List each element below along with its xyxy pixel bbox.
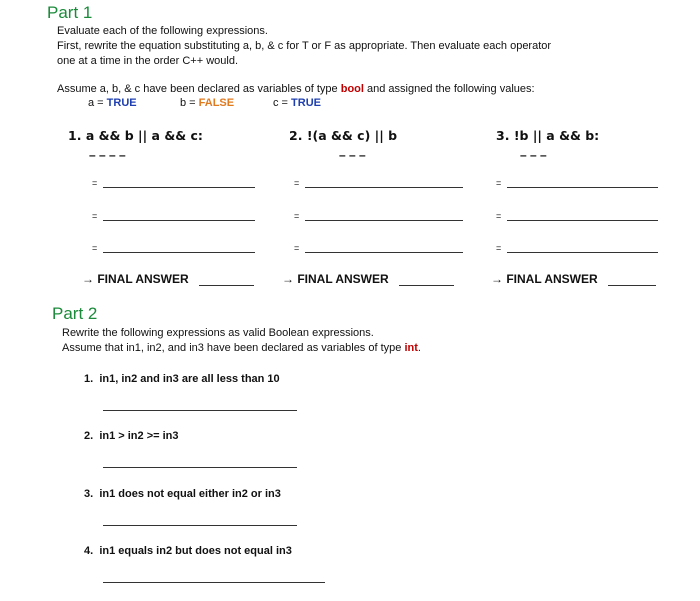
question-2-num: 2. <box>84 430 94 442</box>
answer-line[interactable] <box>305 220 463 221</box>
expression-3-text: !b || a && b: <box>513 128 600 143</box>
part1-instruction-1: Evaluate each of the following expressions. <box>57 25 268 37</box>
answer-line[interactable] <box>103 187 255 188</box>
expression-1 <box>68 128 203 143</box>
final-answer-3-label: → FINAL ANSWER <box>491 272 598 286</box>
expression-1-dashes: – – – – <box>89 148 126 162</box>
assume-suffix: and assigned the following values: <box>363 83 535 95</box>
question-1 <box>84 373 280 385</box>
expression-2 <box>289 128 397 143</box>
assume-type: bool <box>340 83 364 95</box>
value-b <box>180 97 234 109</box>
part2-title: Part 2 <box>52 304 98 323</box>
eq-sign: = <box>92 211 98 221</box>
eq-sign: = <box>496 178 502 188</box>
question-4 <box>84 545 292 557</box>
question-4-text: in1 equals in2 but does not equal in3 <box>99 545 292 557</box>
final-answer-2-label: → FINAL ANSWER <box>282 272 389 286</box>
value-a <box>88 97 137 109</box>
question-3 <box>84 488 281 500</box>
question-2-text: in1 > in2 >= in3 <box>99 430 179 442</box>
value-b-val: FALSE <box>198 97 235 109</box>
value-c-label: c = <box>273 97 292 109</box>
part2-instruction-2-type: int <box>404 342 418 354</box>
expression-3-dashes: – – – <box>520 148 547 162</box>
question-4-num: 4. <box>84 545 94 557</box>
expression-2-dashes: – – – <box>339 148 366 162</box>
assume-prefix: Assume a, b, & c have been declared as variables of type <box>57 83 341 95</box>
eq-sign: = <box>92 243 98 253</box>
answer-line[interactable] <box>507 252 658 253</box>
answer-line[interactable] <box>507 187 658 188</box>
answer-line[interactable] <box>103 252 255 253</box>
final-answer-2-line[interactable] <box>399 285 454 286</box>
part2-instruction-2-suffix: . <box>417 342 421 354</box>
value-b-label: b = <box>180 97 199 109</box>
part1-instruction-3: one at a time in the order C++ would. <box>57 55 238 67</box>
final-answer-1-line[interactable] <box>199 285 254 286</box>
value-c-val: TRUE <box>291 97 321 109</box>
answer-line[interactable] <box>305 187 463 188</box>
expression-2-num: 2. <box>289 128 303 143</box>
question-2-answer-line[interactable] <box>103 467 297 468</box>
expression-1-num: 1. <box>68 128 82 143</box>
eq-sign: = <box>496 211 502 221</box>
eq-sign: = <box>294 243 300 253</box>
part2-instruction-1: Rewrite the following expressions as valid Boolean expressions. <box>62 327 374 339</box>
part2-instruction-2 <box>62 342 421 354</box>
eq-sign: = <box>92 178 98 188</box>
question-2 <box>84 430 179 442</box>
part2-instruction-2-prefix: Assume that in1, in2, and in3 have been declared as variables of type <box>62 342 405 354</box>
answer-line[interactable] <box>103 220 255 221</box>
expression-3 <box>496 128 599 143</box>
question-1-num: 1. <box>84 373 94 385</box>
part1-assume-line <box>57 83 535 95</box>
question-3-text: in1 does not equal either in2 or in3 <box>99 488 281 500</box>
answer-line[interactable] <box>507 220 658 221</box>
final-answer-3-line[interactable] <box>608 285 656 286</box>
value-a-label: a = <box>88 97 107 109</box>
question-1-text: in1, in2 and in3 are all less than 10 <box>99 373 280 385</box>
part1-title: Part 1 <box>47 3 93 22</box>
value-c <box>273 97 321 109</box>
eq-sign: = <box>294 178 300 188</box>
question-3-num: 3. <box>84 488 94 500</box>
final-answer-1-label: → FINAL ANSWER <box>82 272 189 286</box>
part1-instruction-2: First, rewrite the equation substituting a, b, & c for T or F as appropriate. Then evaluate each operator <box>57 40 552 52</box>
question-4-answer-line[interactable] <box>103 582 325 583</box>
expression-1-text: a && b || a && c: <box>85 128 203 143</box>
value-a-val: TRUE <box>106 97 137 109</box>
eq-sign: = <box>294 211 300 221</box>
question-3-answer-line[interactable] <box>103 525 297 526</box>
expression-3-num: 3. <box>496 128 510 143</box>
expression-2-text: !(a && c) || b <box>306 128 398 143</box>
answer-line[interactable] <box>305 252 463 253</box>
question-1-answer-line[interactable] <box>103 410 297 411</box>
eq-sign: = <box>496 243 502 253</box>
